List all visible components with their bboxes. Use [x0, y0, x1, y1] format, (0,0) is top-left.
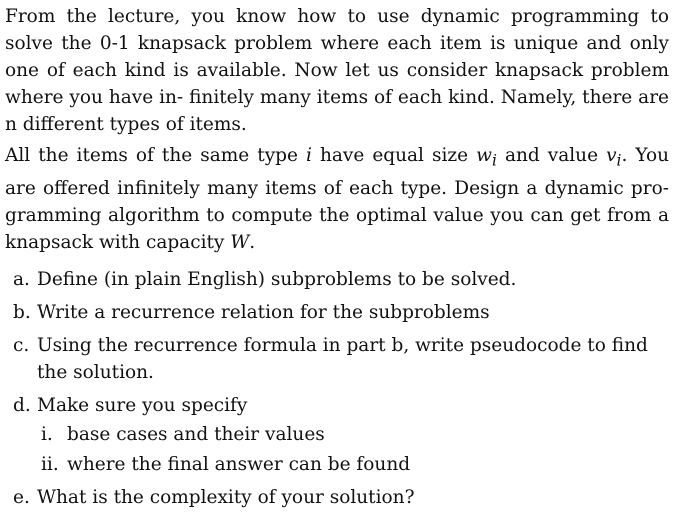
part-text: Define (in plain English) subproblems to be solved.	[37, 268, 517, 290]
var-capacity-W: W	[230, 231, 250, 253]
part-b	[5, 299, 669, 326]
subpart-text: base cases and their values	[67, 423, 325, 445]
var-v-base: v	[606, 145, 617, 166]
part-marker: c.	[13, 334, 30, 356]
subpart-i	[37, 421, 669, 448]
part-text: Using the recurrence formula in part b, write pseudocode to find the solution.	[37, 334, 648, 383]
statement-text-2: have equal size	[311, 145, 477, 166]
statement-text-1: All the items of the same type	[5, 145, 306, 166]
part-d	[5, 392, 669, 478]
var-v	[606, 145, 622, 170]
part-e	[5, 484, 669, 511]
subpart-text: where the final answer can be found	[67, 453, 411, 475]
intro-paragraph: From the lecture, you know how to use dynamic programming to solve the 0-1 knapsack problem where each item is unique and only one of each kind is available. Now let us consider knapsack problem where you have in- finitely many items of each kind. Namely, there are n different types of items.	[5, 6, 669, 135]
var-w-subscript: i	[491, 151, 497, 170]
part-text: What is the complexity of your solution?	[37, 486, 415, 508]
var-i: i	[306, 145, 312, 166]
part-text: Make sure you specify	[37, 394, 248, 416]
parts-list	[5, 266, 669, 511]
problem-document	[5, 3, 669, 517]
part-marker: d.	[13, 394, 31, 416]
subparts-list	[37, 421, 669, 478]
subpart-marker: i.	[41, 423, 53, 445]
statement-text-3: and value	[496, 145, 607, 166]
statement-text-4: . You are offered infinitely many items of each type. Design a dynamic pro- gramming algorithm to compute the optimal value you can get from a knapsack with capacity	[5, 145, 670, 253]
subpart-ii	[37, 451, 669, 478]
subpart-marker: ii.	[41, 453, 59, 475]
var-w-base: w	[476, 145, 492, 166]
part-c	[5, 332, 669, 386]
part-marker: b.	[13, 301, 31, 323]
part-a	[5, 266, 669, 293]
part-marker: a.	[13, 268, 30, 290]
var-v-subscript: i	[616, 151, 622, 170]
var-w	[476, 145, 497, 170]
part-text: Write a recurrence relation for the subproblems	[37, 301, 490, 323]
statement-text-5: .	[249, 231, 256, 253]
part-marker: e.	[13, 486, 30, 508]
problem-statement-paragraph	[5, 142, 669, 256]
